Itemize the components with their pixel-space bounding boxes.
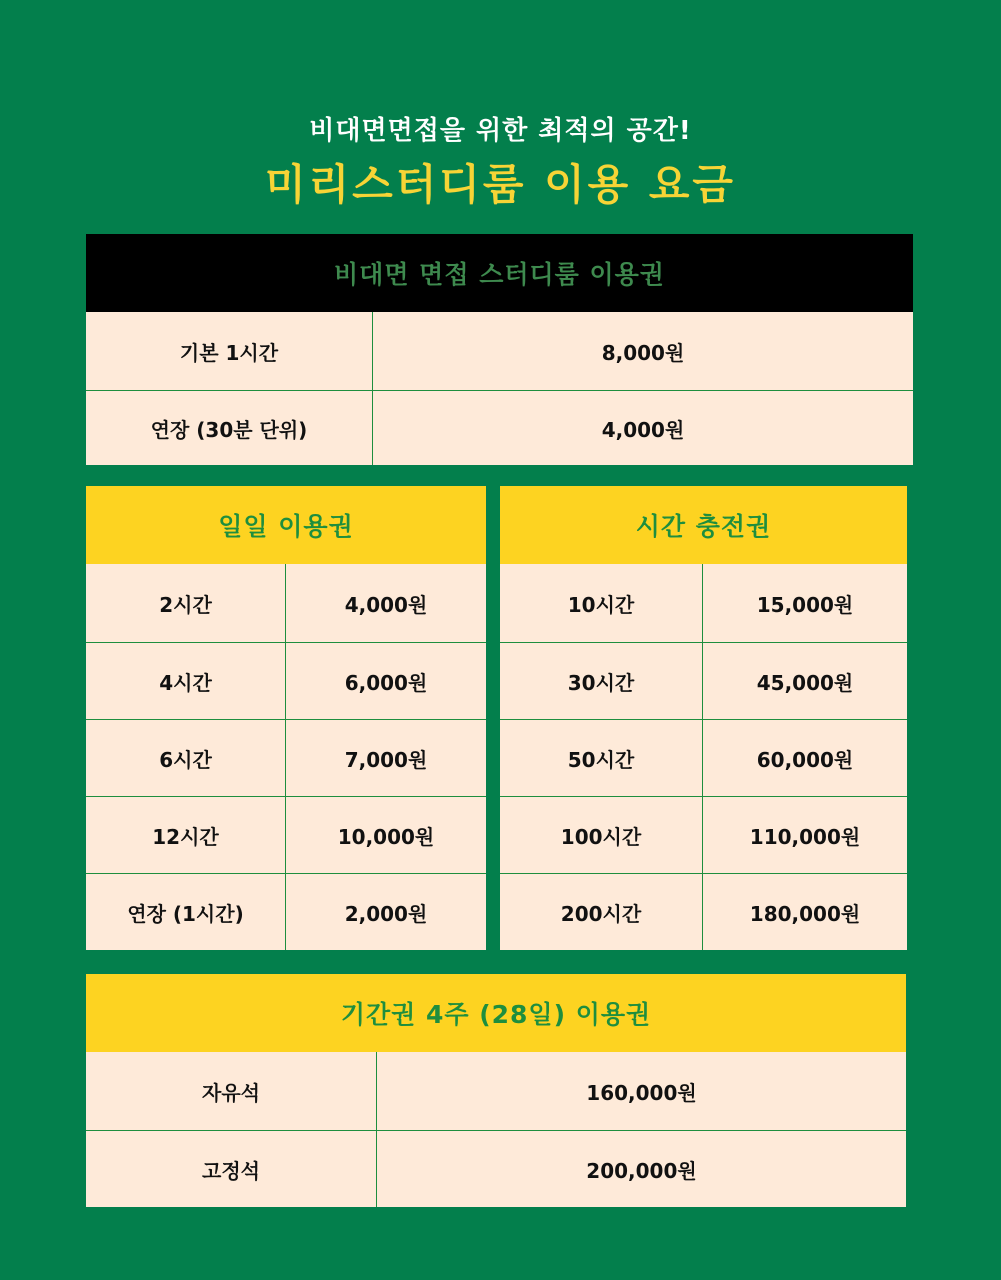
row-price: 60,000원 <box>702 720 907 796</box>
row-label: 4시간 <box>159 670 212 695</box>
time-charge-table <box>500 486 907 950</box>
row-price: 10,000원 <box>285 797 486 873</box>
table-row <box>500 719 907 796</box>
page-subtitle: 비대면면접을 위한 최적의 공간! <box>309 116 692 146</box>
row-price: 7,000원 <box>285 720 486 796</box>
row-label: 고정석 <box>202 1158 260 1183</box>
row-price: 180,000원 <box>702 874 907 950</box>
row-price: 110,000원 <box>702 797 907 873</box>
period-pass-table <box>86 974 906 1207</box>
row-label: 6시간 <box>159 747 212 772</box>
basic-pass-table <box>86 234 913 465</box>
table-row <box>500 796 907 873</box>
row-price: 45,000원 <box>702 643 907 719</box>
row-label: 연장 (1시간) <box>127 901 244 926</box>
table-row <box>86 1052 906 1130</box>
table-row <box>500 642 907 719</box>
table-row <box>500 873 907 950</box>
row-label: 50시간 <box>567 747 635 772</box>
table-row <box>86 642 486 719</box>
period-pass-header: 기간권 4주 (28일) 이용권 <box>86 974 906 1052</box>
row-price: 4,000원 <box>372 391 913 465</box>
basic-pass-header: 비대면 면접 스터디룸 이용권 <box>86 234 913 312</box>
table-row <box>86 564 486 642</box>
row-label: 12시간 <box>152 824 219 849</box>
row-price: 2,000원 <box>285 874 486 950</box>
row-label: 연장 (30분 단위) <box>150 417 308 442</box>
row-price: 8,000원 <box>372 312 913 390</box>
table-row <box>86 796 486 873</box>
time-charge-header: 시간 충전권 <box>500 486 907 564</box>
daily-pass-header: 일일 이용권 <box>86 486 486 564</box>
row-label: 10시간 <box>567 592 635 617</box>
daily-pass-table <box>86 486 486 950</box>
row-price: 4,000원 <box>285 564 486 642</box>
row-label: 200시간 <box>560 901 642 926</box>
table-row <box>86 312 913 390</box>
table-row <box>86 873 486 950</box>
row-price: 160,000원 <box>376 1052 906 1130</box>
row-label: 자유석 <box>202 1080 260 1105</box>
table-row <box>86 1130 906 1207</box>
row-price: 6,000원 <box>285 643 486 719</box>
table-row <box>86 719 486 796</box>
table-row <box>500 564 907 642</box>
page-title: 미리스터디룸 이용 요금 <box>265 160 736 209</box>
row-price: 15,000원 <box>702 564 907 642</box>
table-row <box>86 390 913 465</box>
row-price: 200,000원 <box>376 1131 906 1207</box>
row-label: 100시간 <box>560 824 642 849</box>
row-label: 기본 1시간 <box>179 340 279 365</box>
row-label: 2시간 <box>159 592 212 617</box>
row-label: 30시간 <box>567 670 635 695</box>
